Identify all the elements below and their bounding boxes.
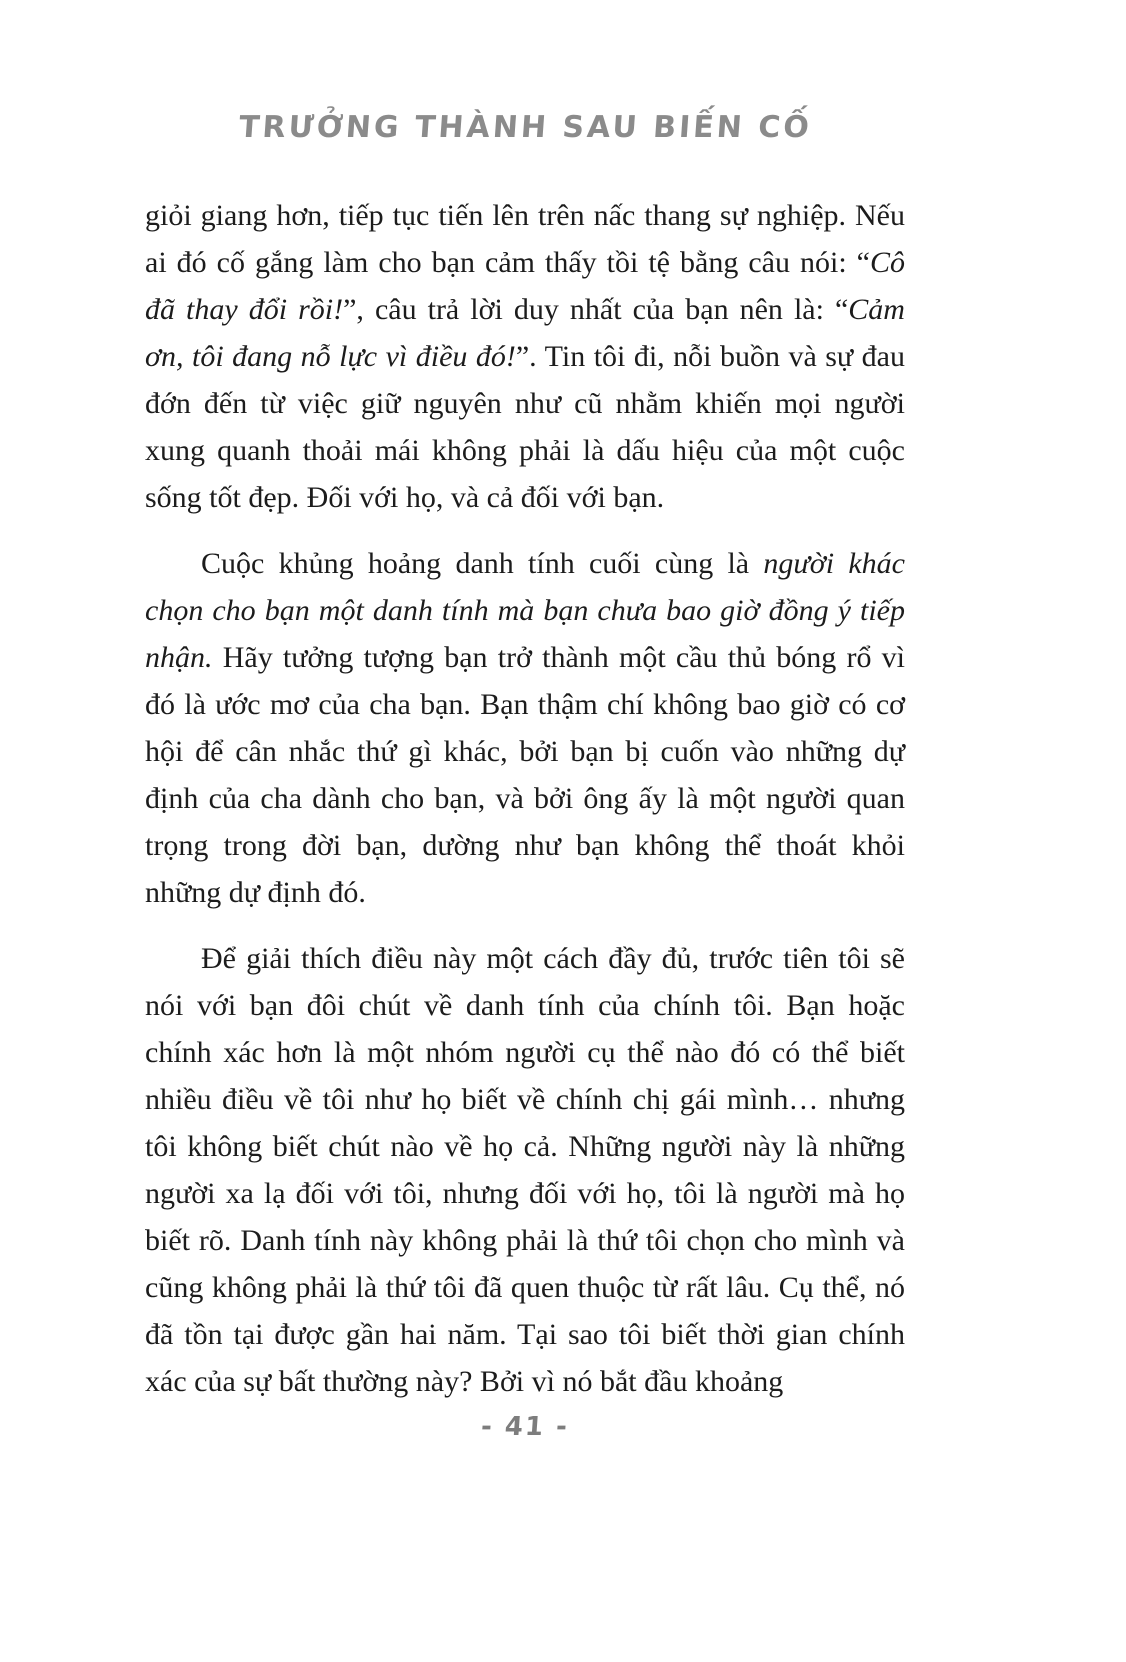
text-run: Cảm ơn, tôi đang nỗ lực vì điều đó!	[145, 293, 905, 373]
paragraph	[145, 192, 905, 521]
text-run: Để giải thích điều này một cách đầy đủ, trước tiên tôi sẽ nói với bạn đôi chút về danh tính của chính tôi. Bạn hoặc chính xác hơn là một nhóm người cụ thể nào đó có thể biết nhiều điều về tôi như họ biết về chính chị gái mình… nhưng tôi không biết chút nào về họ cả. Những người này là những người xa lạ đối với tôi, nhưng đối với họ, tôi là người mà họ biết rõ. Danh tính này không phải là thứ tôi chọn cho mình và cũng không phải là thứ tôi đã quen thuộc từ rất lâu. Cụ thể, nó đã tồn tại được gần hai năm. Tại sao tôi biết thời gian chính xác của sự bất thường này? Bởi vì nó bắt đầu khoảng	[145, 942, 905, 1398]
text-run: người khác chọn cho bạn một danh tính mà bạn chưa bao giờ đồng ý tiếp nhận.	[145, 547, 905, 674]
page-footer	[145, 1412, 905, 1442]
paragraph	[145, 935, 905, 1405]
text-run: Cuộc khủng hoảng danh tính cuối cùng là	[201, 547, 764, 580]
text-run: Cô đã thay đổi rồi!	[145, 246, 905, 326]
running-head-title: TRƯỞNG THÀNH SAU BIẾN CỐ	[237, 110, 813, 145]
paragraph	[145, 540, 905, 916]
text-run: ”. Tin tôi đi, nỗi buồn và sự đau đớn đến từ việc giữ nguyên như cũ nhằm khiến mọi người xung quanh thoải mái không phải là dấu hiệu của một cuộc sống tốt đẹp. Đối với họ, và cả đối với bạn.	[145, 340, 905, 514]
page-number: - 41 -	[480, 1412, 570, 1442]
text-run: Hãy tưởng tượng bạn trở thành một cầu thủ bóng rổ vì đó là ước mơ của cha bạn. Bạn thậm chí không bao giờ có cơ hội để cân nhắc thứ gì khác, bởi bạn bị cuốn vào những dự định của cha dành cho bạn, và bởi ông ấy là một người quan trọng trong đời bạn, dường như bạn không thể thoát khỏi những dự định đó.	[145, 641, 905, 909]
page-header	[145, 110, 905, 145]
body-text	[145, 192, 905, 1405]
text-run: giỏi giang hơn, tiếp tục tiến lên trên nấc thang sự nghiệp. Nếu ai đó cố gắng làm cho bạn cảm thấy tồi tệ bằng câu nói: “	[145, 199, 905, 279]
text-run: ”, câu trả lời duy nhất của bạn nên là: “	[343, 293, 849, 326]
